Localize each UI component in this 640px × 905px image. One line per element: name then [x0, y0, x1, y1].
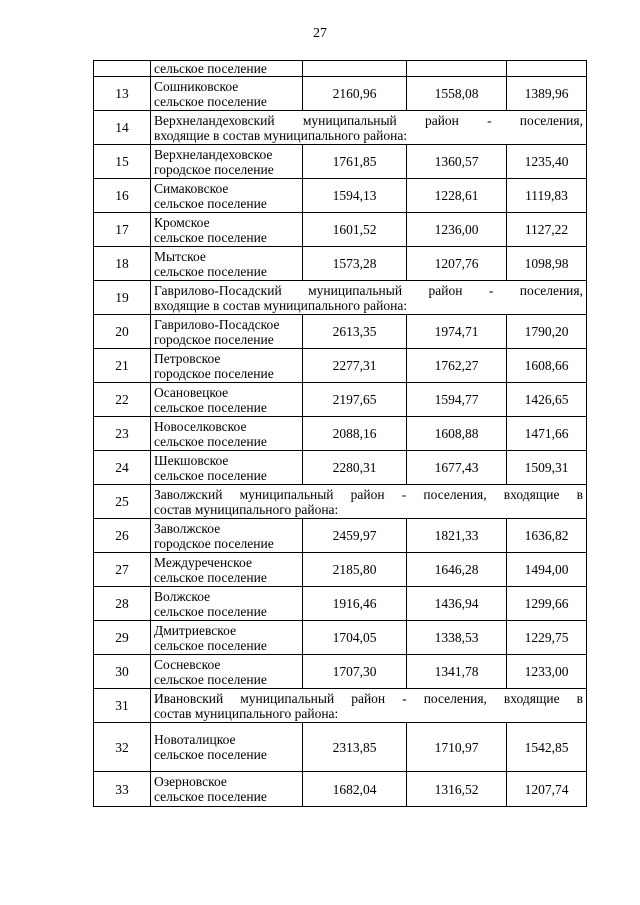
value-cell: 1704,05	[303, 621, 407, 655]
value-cell: 2160,96	[303, 77, 407, 111]
district-header-line: Ивановский муниципальный район - поселения, входящие в	[154, 690, 583, 706]
value-cell: 2313,85	[303, 723, 407, 772]
value-cell: 1636,82	[507, 519, 587, 553]
settlement-name-cell	[151, 655, 303, 689]
row-number-cell: 15	[94, 145, 151, 179]
value-cell: 1542,85	[507, 723, 587, 772]
settlement-name: Петровское	[154, 350, 221, 366]
value-cell: 2280,31	[303, 451, 407, 485]
value-cell: 1707,30	[303, 655, 407, 689]
table-row	[94, 145, 587, 179]
district-header-line: Заволжский муниципальный район - поселения, входящие в	[154, 486, 583, 502]
value-cell: 1436,94	[407, 587, 507, 621]
settlement-name-cell	[151, 587, 303, 621]
table-row	[94, 349, 587, 383]
row-number-cell: 29	[94, 621, 151, 655]
value-cell: 1338,53	[407, 621, 507, 655]
table-row	[94, 723, 587, 772]
value-cell: 1762,27	[407, 349, 507, 383]
value-cell: 1207,76	[407, 247, 507, 281]
value-cell	[303, 61, 407, 77]
settlement-type: сельское поселение	[154, 399, 267, 415]
value-cell: 1594,77	[407, 383, 507, 417]
settlement-name-cell: сельское поселение	[151, 61, 303, 77]
settlement-name-cell	[151, 213, 303, 247]
settlement-name: Сосневское	[154, 656, 221, 672]
value-cell: 1228,61	[407, 179, 507, 213]
table-row	[94, 655, 587, 689]
district-header-line: Верхнеландеховский муниципальный район - поселения,	[154, 112, 583, 128]
value-cell: 1761,85	[303, 145, 407, 179]
table-row-group-header	[94, 281, 587, 315]
value-cell: 1389,96	[507, 77, 587, 111]
table-row-continued	[94, 61, 587, 77]
district-header-line: входящие в состав муниципального района:	[154, 297, 408, 313]
page-number: 27	[313, 26, 327, 41]
value-cell: 1682,04	[303, 772, 407, 807]
table-row	[94, 179, 587, 213]
settlement-name-cell	[151, 451, 303, 485]
settlements-table	[93, 60, 587, 807]
value-cell: 1710,97	[407, 723, 507, 772]
table-row	[94, 772, 587, 807]
settlement-name-cell	[151, 315, 303, 349]
table-row	[94, 383, 587, 417]
row-number-cell: 25	[94, 485, 151, 519]
table-row	[94, 315, 587, 349]
district-header-line: Гаврилово-Посадский муниципальный район - поселения,	[154, 282, 583, 298]
value-cell: 1471,66	[507, 417, 587, 451]
row-number-cell	[94, 61, 151, 77]
value-cell: 1229,75	[507, 621, 587, 655]
value-cell: 1207,74	[507, 772, 587, 807]
value-cell: 1233,00	[507, 655, 587, 689]
value-cell: 2277,31	[303, 349, 407, 383]
settlement-name: Осановецкое	[154, 384, 229, 400]
table-row	[94, 621, 587, 655]
row-number-cell: 16	[94, 179, 151, 213]
settlement-name-cell	[151, 383, 303, 417]
settlement-name: Кромское	[154, 214, 210, 230]
value-cell: 1235,40	[507, 145, 587, 179]
value-cell: 1646,28	[407, 553, 507, 587]
row-number-cell: 24	[94, 451, 151, 485]
settlement-name-cell	[151, 621, 303, 655]
district-header-cell	[151, 689, 587, 723]
settlement-name: Сошниковское	[154, 78, 239, 94]
settlement-name-cell	[151, 417, 303, 451]
value-cell: 2197,65	[303, 383, 407, 417]
value-cell: 1426,65	[507, 383, 587, 417]
settlement-type: сельское поселение	[154, 569, 267, 585]
settlement-name: Волжское	[154, 588, 211, 604]
settlement-name: Мытское	[154, 248, 206, 264]
row-number-cell: 21	[94, 349, 151, 383]
settlement-type: сельское поселение	[154, 229, 267, 245]
value-cell: 1341,78	[407, 655, 507, 689]
table-row	[94, 587, 587, 621]
value-cell: 1127,22	[507, 213, 587, 247]
value-cell: 1821,33	[407, 519, 507, 553]
row-number-cell: 33	[94, 772, 151, 807]
row-number-cell: 26	[94, 519, 151, 553]
value-cell: 1316,52	[407, 772, 507, 807]
row-number-cell: 23	[94, 417, 151, 451]
table-row	[94, 451, 587, 485]
value-cell: 1236,00	[407, 213, 507, 247]
settlement-name-cell	[151, 553, 303, 587]
row-number-cell: 30	[94, 655, 151, 689]
settlement-type: городское поселение	[154, 331, 274, 347]
settlement-type: сельское поселение	[154, 195, 267, 211]
row-number-cell: 27	[94, 553, 151, 587]
district-header-cell	[151, 281, 587, 315]
settlement-name-cell	[151, 723, 303, 772]
settlement-name-cell	[151, 519, 303, 553]
value-cell: 1494,00	[507, 553, 587, 587]
value-cell: 1299,66	[507, 587, 587, 621]
settlement-type: сельское поселение	[154, 603, 267, 619]
settlement-name-cell	[151, 77, 303, 111]
settlement-type: сельское поселение	[154, 263, 267, 279]
value-cell: 1601,52	[303, 213, 407, 247]
table-row	[94, 247, 587, 281]
value-cell: 1509,31	[507, 451, 587, 485]
value-cell	[507, 61, 587, 77]
row-number-cell: 14	[94, 111, 151, 145]
value-cell: 1360,57	[407, 145, 507, 179]
table-row	[94, 417, 587, 451]
value-cell: 2185,80	[303, 553, 407, 587]
table-row	[94, 213, 587, 247]
district-header-line: состав муниципального района:	[154, 501, 339, 517]
row-number-cell: 20	[94, 315, 151, 349]
value-cell: 2459,97	[303, 519, 407, 553]
table-row	[94, 77, 587, 111]
settlement-name: Дмитриевское	[154, 622, 237, 638]
settlement-name: Заволжское	[154, 520, 221, 536]
row-number-cell: 31	[94, 689, 151, 723]
row-number-cell: 13	[94, 77, 151, 111]
value-cell: 1790,20	[507, 315, 587, 349]
value-cell: 1608,66	[507, 349, 587, 383]
value-cell: 1098,98	[507, 247, 587, 281]
settlement-type: сельское поселение	[154, 93, 267, 109]
table-row-group-header	[94, 689, 587, 723]
settlement-type: сельское поселение	[154, 467, 267, 483]
table-row	[94, 519, 587, 553]
table-body	[94, 61, 587, 807]
row-number-cell: 22	[94, 383, 151, 417]
value-cell: 1974,71	[407, 315, 507, 349]
table-row-group-header	[94, 111, 587, 145]
settlement-name-cell	[151, 145, 303, 179]
district-header-line: состав муниципального района:	[154, 705, 339, 721]
settlement-type: сельское поселение	[154, 747, 267, 762]
settlement-name: Шекшовское	[154, 452, 229, 468]
row-number-cell: 28	[94, 587, 151, 621]
settlement-type: сельское поселение	[154, 433, 267, 449]
value-cell: 1916,46	[303, 587, 407, 621]
settlement-name-cell	[151, 179, 303, 213]
row-number-cell: 19	[94, 281, 151, 315]
row-number-cell: 32	[94, 723, 151, 772]
value-cell: 1608,88	[407, 417, 507, 451]
settlement-name: Симаковское	[154, 180, 229, 196]
value-cell: 1119,83	[507, 179, 587, 213]
value-cell: 1558,08	[407, 77, 507, 111]
row-number-cell: 18	[94, 247, 151, 281]
settlement-name: Озерновское	[154, 774, 227, 789]
district-header-cell	[151, 111, 587, 145]
value-cell: 1573,28	[303, 247, 407, 281]
table-row-group-header	[94, 485, 587, 519]
settlement-type: сельское поселение	[154, 789, 267, 804]
settlement-type: городское поселение	[154, 365, 274, 381]
settlement-name: Новоталицкое	[154, 732, 236, 747]
settlement-type: городское поселение	[154, 161, 274, 177]
settlement-type: сельское поселение	[154, 637, 267, 653]
settlement-name: Междуреченское	[154, 554, 252, 570]
district-header-cell	[151, 485, 587, 519]
value-cell: 2088,16	[303, 417, 407, 451]
value-cell: 1677,43	[407, 451, 507, 485]
value-cell	[407, 61, 507, 77]
settlement-name: Верхнеландеховское	[154, 146, 273, 162]
settlement-name-cell	[151, 772, 303, 807]
settlement-type: сельское поселение	[154, 671, 267, 687]
value-cell: 2613,35	[303, 315, 407, 349]
settlement-type: городское поселение	[154, 535, 274, 551]
settlement-name-cell	[151, 247, 303, 281]
settlement-name: Гаврилово-Посадское	[154, 316, 280, 332]
district-header-line: входящие в состав муниципального района:	[154, 127, 408, 143]
settlement-name-cell	[151, 349, 303, 383]
value-cell: 1594,13	[303, 179, 407, 213]
settlement-name: Новоселковское	[154, 418, 247, 434]
row-number-cell: 17	[94, 213, 151, 247]
table-row	[94, 553, 587, 587]
